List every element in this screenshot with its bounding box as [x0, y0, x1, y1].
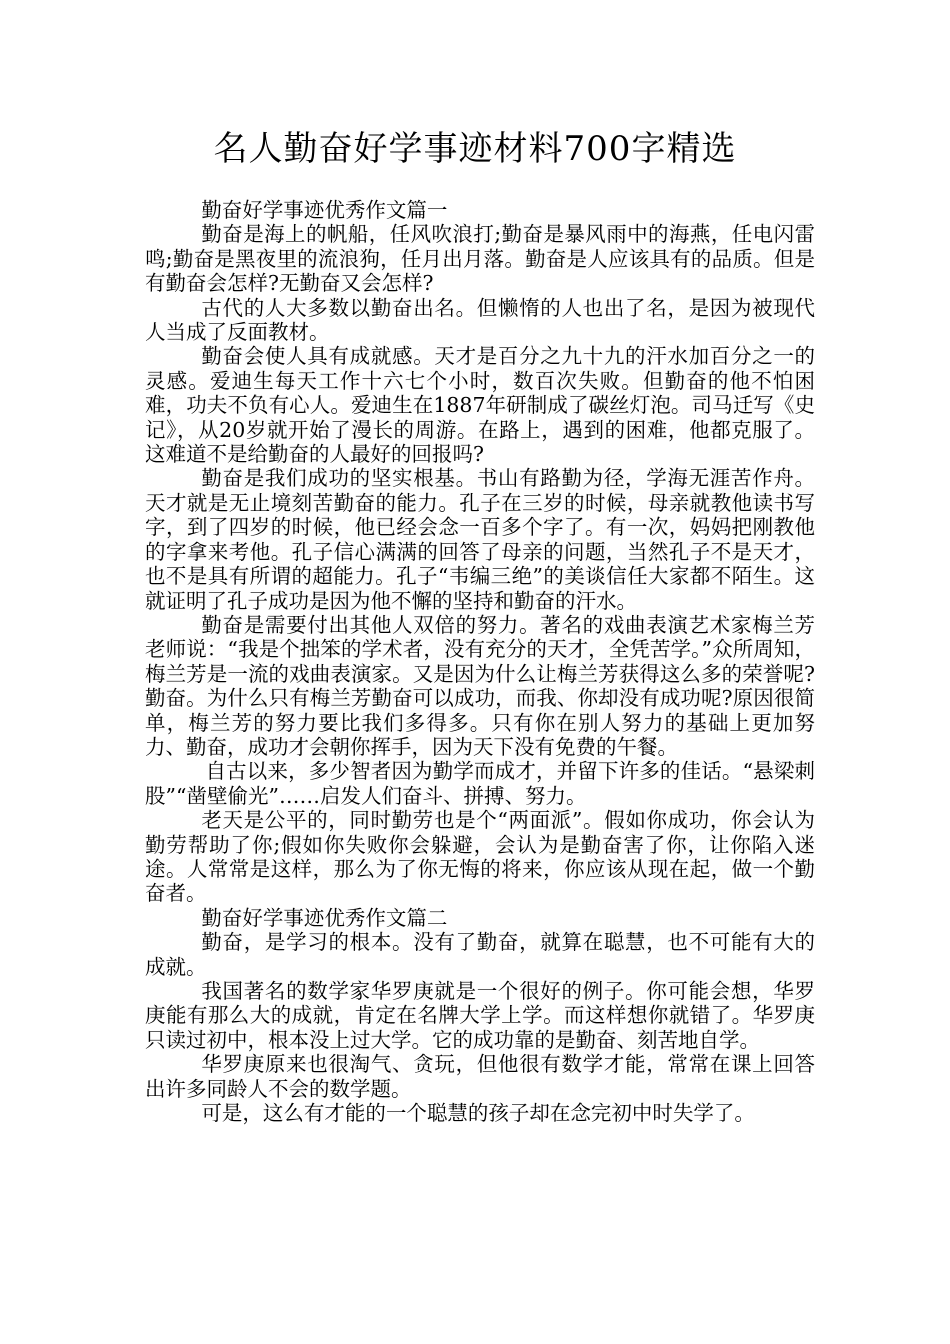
body-paragraph: 勤奋是我们成功的坚实根基。书山有路勤为径，学海无涯苦作舟。天才就是无止境刻苦勤奋的能力。孔子在三岁的时候，母亲就教他读书写字，到了四岁的时候，他已经会念一百多个字了。有一次，妈妈把刚教他的字拿来考他。孔子信心满满的回答了母亲的问题，当然孔子不是天才，也不是具有所谓的超能力。孔子“韦编三绝”的美谈信任大家都不陌生。这就证明了孔子成功是因为他不懈的坚持和勤奋的汗水。: [145, 466, 815, 613]
body-paragraph: 勤奋是海上的帆船，任风吹浪打;勤奋是暴风雨中的海燕，任电闪雷鸣;勤奋是黑夜里的流浪狗，任月出月落。勤奋是人应该具有的品质。但是有勤奋会怎样?无勤奋又会怎样?: [145, 222, 815, 296]
section-heading: 勤奋好学事迹优秀作文篇二: [201, 905, 448, 930]
body-paragraph: 勤奋，是学习的根本。没有了勤奋，就算在聪慧，也不可能有大的成就。: [145, 930, 815, 979]
body-paragraph: 勤奋是需要付出其他人双倍的努力。著名的戏曲表演艺术家梅兰芳老师说：“我是个拙笨的学术者，没有充分的天才，全凭苦学。”众所周知，梅兰芳是一流的戏曲表演家。又是因为什么让梅兰芳获得这么多的荣誉呢?勤奋。为什么只有梅兰芳勤奋可以成功，而我、你却没有成功呢?原因很简单，梅兰芳的努力要比我们多得多。只有你在别人努力的基础上更加努力、勤奋，成功才会朝你挥手，因为天下没有免费的午餐。: [145, 612, 815, 759]
document-title: 名人勤奋好学事迹材料700字精选: [213, 129, 737, 169]
body-paragraph: 老天是公平的，同时勤劳也是个“两面派”。假如你成功，你会认为勤劳帮助了你;假如你失败你会躲避，会认为是勤奋害了你，让你陷入迷途。人常常是这样，那么为了你无悔的将来，你应该从现在起，做一个勤奋者。: [145, 808, 815, 906]
section-heading: 勤奋好学事迹优秀作文篇一: [201, 198, 448, 222]
body-paragraph: 自古以来，多少智者因为勤学而成才，并留下许多的佳话。“悬梁刺股”“凿壁偷光”……启发人们奋斗、拼搏、努力。: [145, 759, 815, 808]
body-paragraph: 华罗庚原来也很淘气、贪玩，但他很有数学才能，常常在课上回答出许多同龄人不会的数学题。: [145, 1052, 815, 1101]
body-paragraph: 古代的人大多数以勤奋出名。但懒惰的人也出了名，是因为被现代人当成了反面教材。: [145, 295, 815, 345]
document-body: [145, 198, 815, 1125]
body-paragraph: 我国著名的数学家华罗庚就是一个很好的例子。你可能会想，华罗庚能有那么大的成就，肯定在名牌大学上学。而这样想你就错了。华罗庚只读过初中，根本没上过大学。它的成功靠的是勤奋、刻苦地自学。: [145, 979, 815, 1052]
body-paragraph: 可是，这么有才能的一个聪慧的孩子却在念完初中时失学了。: [201, 1101, 755, 1126]
body-paragraph: 勤奋会使人具有成就感。天才是百分之九十九的汗水加百分之一的灵感。爱迪生每天工作十六七个小时，数百次失败。但勤奋的他不怕困难，功夫不负有心人。爱迪生在1887年研制成了碳丝灯泡。司马迁写《史记》，从20岁就开始了漫长的周游。在路上，遇到的困难，他都克服了。这难道不是给勤奋的人最好的回报吗?: [145, 344, 815, 467]
